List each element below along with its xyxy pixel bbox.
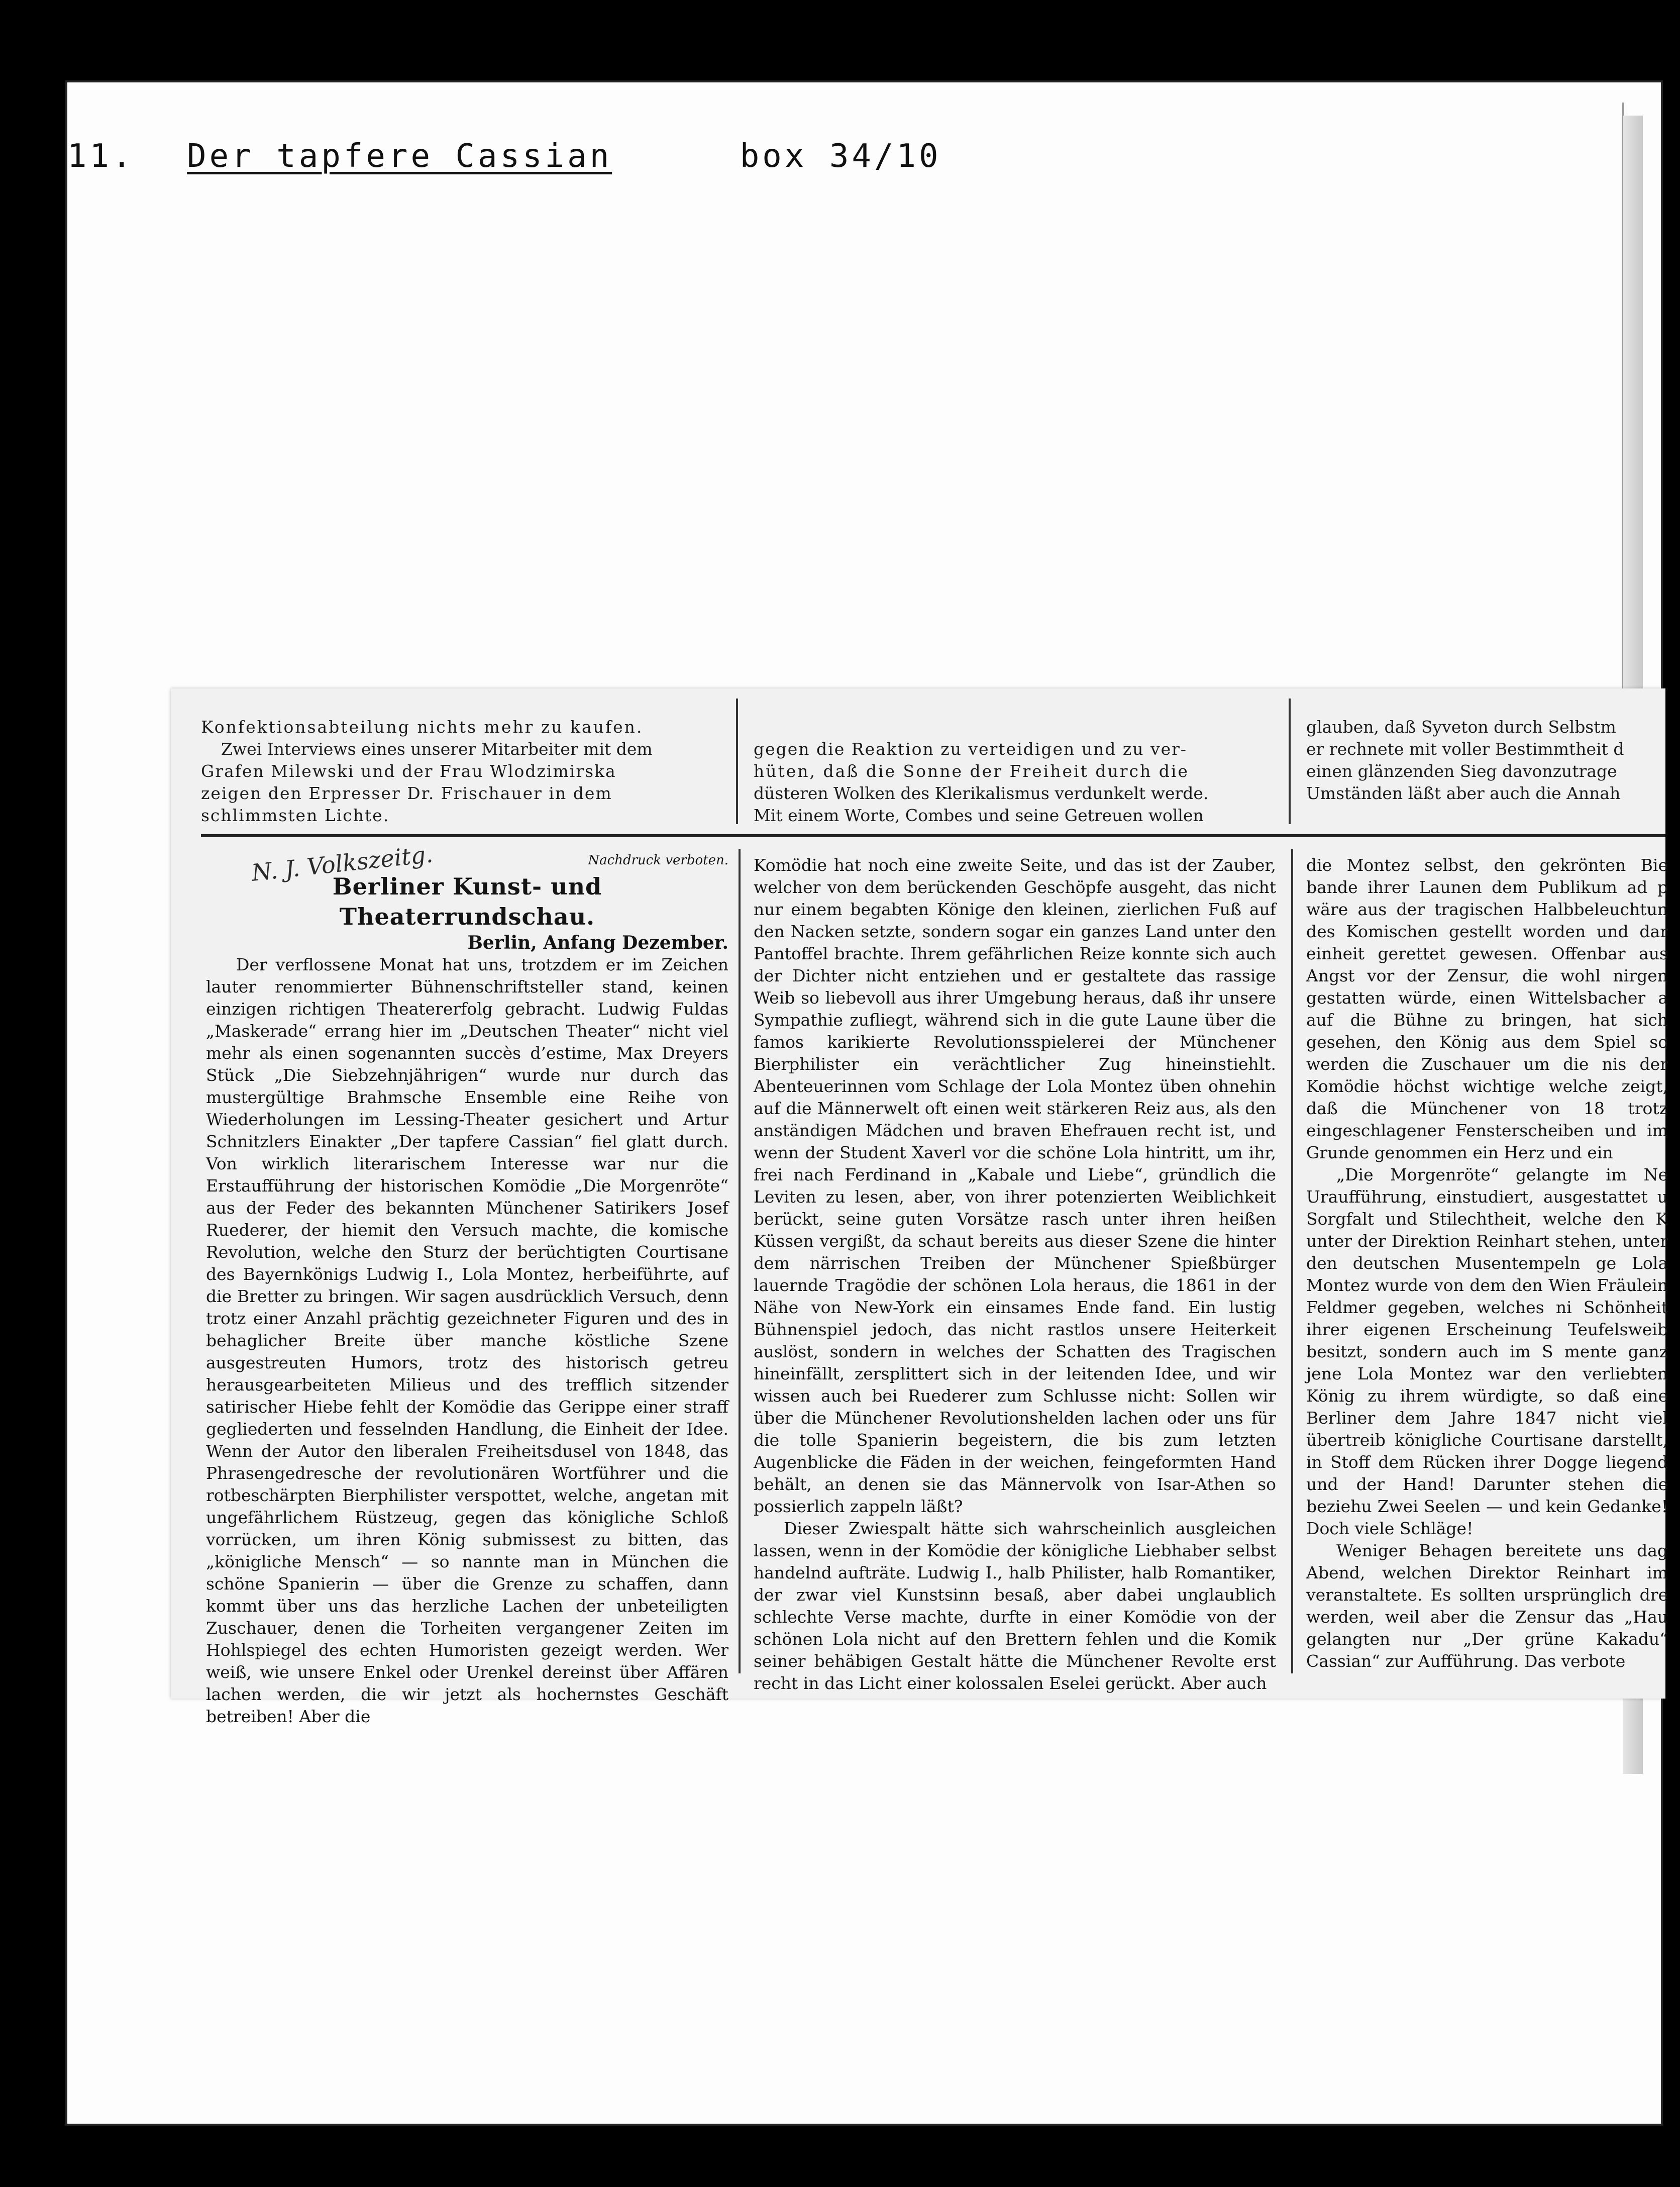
newspaper-clipping	[171, 688, 1668, 1726]
article-paragraph: Komödie hat noch eine zweite Seite, und das ist der Zauber, welcher von dem berückenden Geschöpfe ausgeht, das nicht nur einem begabten Könige den kleinen, zierlichen Fuß auf den Nacken setzte, sondern sogar ein ganzes Land unter den Pantoffel brachte. Ihrem gefährlichen Reize konnte sich auch der Dichter nicht entziehen und er gestaltete das rassige Weib so liebevoll aus ihrer Umgebung heraus, daß ihr unsere Sympathie zufliegt, während sich in die gute Laune über die famos karikierte Revolutionsspielerei der Münchener Bierphilister ein verächtlicher Zug hineinstiehlt. Abenteuerinnen vom Schlage der Lola Montez üben ohnehin auf die Männerwelt oft einen weit stärkeren Reiz aus, als den anständigen Mädchen und braven Ehefrauen recht ist, und wenn der Student Xaverl vor die schöne Lola hintritt, um ihr, frei nach Ferdinand in „Kabale und Liebe“, gründlich die Leviten zu lesen, aber, von ihrer potenzierten Weiblichkeit berückt, seine guten Vorsätze rasch unter ihren heißen Küssen vergißt, da schaut bereits aus dieser Szene die hinter dem närrischen Treiben der Münchener Spießbürger lauernde Tragödie der schönen Lola heraus, die 1861 in der Nähe von New-York ein einsames Ende fand. Ein lustig Bühnenspiel jedoch, das nicht rastlos unsere Heiterkeit auslöst, sondern in welches der Schatten des Tragischen hineinfällt, zersplittert sich in der leitenden Idee, und wir wissen auch bei Ruederer zum Schlusse nicht: Sollen wir über die Münchener Revolutionshelden lachen oder uns für die tolle Spanierin begeistern, die bis zum letzten Augenblicke die Fäden in der weichen, feingeformten Hand behält, an denen sie das Männervolk von Isar-Athen so possierlich zappeln läßt?	[754, 855, 1276, 1516]
article-title: Berliner Kunst- und Theaterrundschau.	[332, 873, 602, 930]
article-column-2	[754, 854, 1276, 1693]
strip-line: hüten, daß die Sonne der Freiheit durch die	[754, 761, 1189, 781]
article-paragraph: die Montez selbst, den gekrönten Bie bande ihrer Launen dem Publikum ad p wäre aus der tragischen Halbbeleuchtun des Komischen gestellt worden und dar einheit gerettet gewesen. Offenbar aus Angst vor der Zensur, die wohl nirgen gestatten würde, einen Wittelsbacher a auf die Bühne zu bringen, hat sich gesehen, den König aus dem Spiel so werden die Zuschauer um die nis der Komödie höchst wichtige welche zeigt, daß die Münchener von 18 trotz eingeschlagener Fensterscheiben und im Grunde genommen ein Herz und ein	[1306, 855, 1668, 1162]
strip-line: Konfektionsabteilung nichts mehr zu kaufen.	[201, 717, 644, 737]
strip-line: zeigen den Erpresser Dr. Frischauer in dem	[201, 783, 612, 803]
section-separator	[201, 834, 1665, 837]
strip-line: er rechnete mit voller Bestimmtheit d	[1306, 739, 1624, 759]
reprint-notice: Nachdruck verboten.	[588, 853, 728, 868]
strip-column-3	[1306, 716, 1668, 827]
strip-line: schlimmsten Lichte.	[201, 806, 390, 825]
strip-column-1	[201, 716, 723, 827]
box-label: box 34/10	[740, 138, 941, 175]
strip-line: düsteren Wolken des Klerikalismus verdunkelt werde.	[754, 783, 1209, 803]
article-paragraph: „Die Morgenröte“ gelangte im Ne Uraufführung, einstudiert, ausgestattet u Sorgfalt und Stilechtheit, welche den K unter der Direktion Reinhart stehen, unter den deutschen Musentempeln ge Lola Montez wurde von dem den Wien Fräulein Feldmer gegeben, welches ni Schönheit ihrer eigenen Erscheinung Teufelsweib besitzt, sondern auch im S mente ganz jene Lola Montez war den verliebten König zu ihrem würdigte, so daß eine Berliner dem Jahre 1847 nicht viel übertreib königliche Courtisane darstellt, in Stoff dem Rücken ihrer Dogge liegend und der Hand! Darunter stehen die beziehu Zwei Seelen — und kein Gedanke! Doch viele Schläge!	[1306, 1165, 1668, 1538]
article-column-1	[206, 840, 728, 1726]
article-column-3	[1306, 854, 1668, 1683]
strip-line: Mit einem Worte, Combes und seine Getreuen wollen	[754, 806, 1204, 825]
column-rule	[1289, 699, 1291, 824]
folder-number: 11.	[67, 138, 135, 175]
column-rule	[739, 849, 741, 1673]
article-paragraph: Der verflossene Monat hat uns, trotzdem er im Zeichen lauter renommierter Bühnenschriftsteller stand, keinen einzigen richtigen Theatererfolg gebracht. Ludwig Fuldas „Maskerade“ errang hier im „Deutschen Theater“ nicht viel mehr als einen sogenannten succès d’estime, Max Dreyers Stück „Die Siebzehnjährigen“ wurde nur durch das mustergültige Brahmsche Ensemble eine Reihe von Wiederholungen im Lessing-Theater gesichert und Artur Schnitzlers Einakter „Der tapfere Cassian“ fiel glatt durch. Von wirklich literarischem Interesse war nur die Erstaufführung der historischen Komödie „Die Morgenröte“ aus der Feder des bekannten Münchener Satirikers Josef Ruederer, der hiemit den Versuch machte, die komische Revolution, welche den Sturz der berüchtigten Courtisane des Bayernkönigs Ludwig I., Lola Montez, herbeiführte, auf die Bretter zu bringen. Wir sagen ausdrücklich Versuch, denn trotz einer Anzahl prächtig gezeichneter Figuren und des in behaglicher Breite über manche köstliche Szene ausgestreuten Humors, trotz des historisch getreu herausgearbeiteten Milieus und des trefflich sitzender satirischer Hiebe fehlt der Komödie das Gerippe einer straff gegliederten und fesselnden Handlung, die Einheit der Idee. Wenn der Autor den liberalen Freiheitsdusel von 1848, das Phrasengedresche der revolutionären Wortführer und die rotbeschärpten Bierphilister verspottet, welche, angetan mit ungefährlichem Rüstzeug, gegen das königliche Schloß vorrücken, um ihren König submissest zu bitten, das „königliche Mensch“ — so nannte man in München die schöne Spanierin — über die Grenze zu schaffen, dann kommt über uns das herzliche Lachen der unbeteiligten Zuschauer, denen die Torheiten vergangener Zeiten im Hohlspiegel des echten Humoristen gezeigt werden. Wer weiß, wie unsere Enkel oder Urenkel dereinst über Affären lachen werden, die wir jetzt als hochernstes Geschäft betreiben! Aber die	[206, 955, 728, 1726]
folder-title: Der tapfere Cassian	[187, 138, 612, 175]
handwritten-source-note: N. J. Volkszeitg.	[250, 840, 435, 886]
article	[171, 840, 1668, 1726]
strip-line: einen glänzenden Sieg davonzutrage	[1306, 761, 1617, 781]
column-rule	[736, 699, 738, 824]
strip-line: Grafen Milewski und der Frau Wlodzimirska	[201, 761, 616, 781]
strip-line: Umständen läßt aber auch die Annah	[1306, 783, 1621, 803]
strip-line: Zwei Interviews eines unserer Mitarbeiter mit dem	[221, 739, 653, 759]
column-rule	[1291, 849, 1293, 1673]
strip-column-2	[754, 738, 1276, 849]
article-dateline: Berlin, Anfang Dezember.	[467, 932, 728, 953]
strip-line: glauben, daß Syveton durch Selbstm	[1306, 717, 1616, 737]
article-paragraph: Weniger Behagen bereitete uns dag Abend, welchen Direktor Reinhart im veranstaltete. Es sollten ursprünglich dre werden, weil aber die Zensur das „Hau gelangten nur „Der grüne Kakadu“ Cassian“ zur Aufführung. Das verbote	[1306, 1541, 1668, 1671]
article-paragraph: Dieser Zwiespalt hätte sich wahrscheinlich ausgleichen lassen, wenn in der Komödie der königliche Liebhaber selbst handelnd aufträte. Ludwig I., halb Philister, halb Romantiker, der zwar viel Kunstsinn besaß, aber dabei unglaublich schlechte Verse machte, durfte in einer Komödie von der schönen Lola nicht auf den Brettern fehlen und die Komik seiner behäbigen Gestalt hätte die Münchener Revolte erst recht in das Licht einer kolossalen Eselei gerückt. Aber auch	[754, 1519, 1276, 1693]
strip-line: gegen die Reaktion zu verteidigen und zu ver-	[754, 739, 1188, 759]
folder-header	[67, 138, 941, 175]
clipping-upper-strip	[171, 688, 1665, 839]
